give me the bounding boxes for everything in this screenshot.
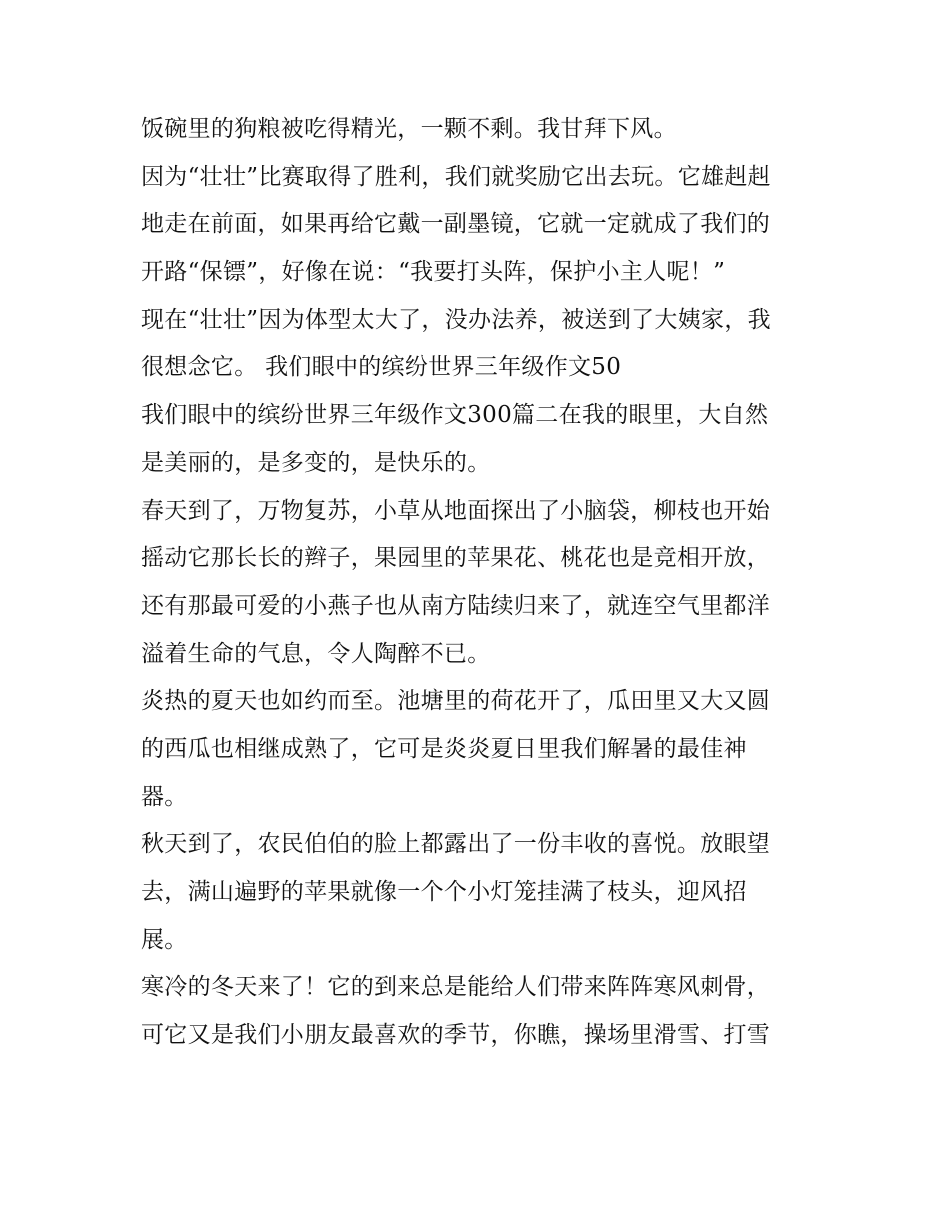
text-line: 炎热的夏天也如约而至。池塘里的荷花开了，瓜田里又大又圆 [141, 688, 771, 715]
text-line: 去，满山遍野的苹果就像一个个小灯笼挂满了枝头，迎风招 [141, 879, 747, 905]
text-line: 可它又是我们小朋友最喜欢的季节，你瞧，操场里滑雪、打雪 [141, 1022, 771, 1049]
text-line: 寒冷的冬天来了！它的到来总是能给人们带来阵阵寒风刺骨， [141, 974, 771, 1001]
text-line: 很想念它。 我们眼中的缤纷世界三年级作文50 [141, 354, 622, 381]
text-line: 饭碗里的狗粮被吃得精光，一颗不剩。我甘拜下风。 [141, 116, 677, 142]
text-line: 因为“壮壮”比赛取得了胜利，我们就奖励它出去玩。它雄赳赳 [141, 163, 771, 190]
text-line: 春天到了，万物复苏，小草从地面探出了小脑袋，柳枝也开始 [141, 497, 771, 524]
text-line: 是美丽的，是多变的，是快乐的。 [141, 449, 491, 476]
text-line: 还有那最可爱的小燕子也从南方陆续归来了，就连空气里都洋 [141, 592, 771, 619]
text-line: 我们眼中的缤纷世界三年级作文300篇二在我的眼里，大自然 [141, 402, 769, 429]
text-line: 的西瓜也相继成熟了，它可是炎炎夏日里我们解暑的最佳神 [141, 735, 747, 762]
text-line: 地走在前面，如果再给它戴一副墨镜，它就一定就成了我们的 [141, 211, 771, 238]
text-line: 现在“壮壮”因为体型太大了，没办法养，被送到了大姨家，我 [141, 306, 771, 333]
text-line: 器。 [141, 783, 188, 810]
text-line: 秋天到了，农民伯伯的脸上都露出了一份丰收的喜悦。放眼望 [141, 831, 771, 858]
text-line: 展。 [141, 926, 188, 953]
text-line: 摇动它那长长的辫子，果园里的苹果花、桃花也是竞相开放， [141, 545, 771, 572]
text-line: 开路“保镖”，好像在说：“我要打头阵，保护小主人呢！” [141, 259, 726, 286]
text-line: 溢着生命的气息，令人陶醉不已。 [141, 640, 491, 667]
essay-text [141, 106, 821, 1060]
